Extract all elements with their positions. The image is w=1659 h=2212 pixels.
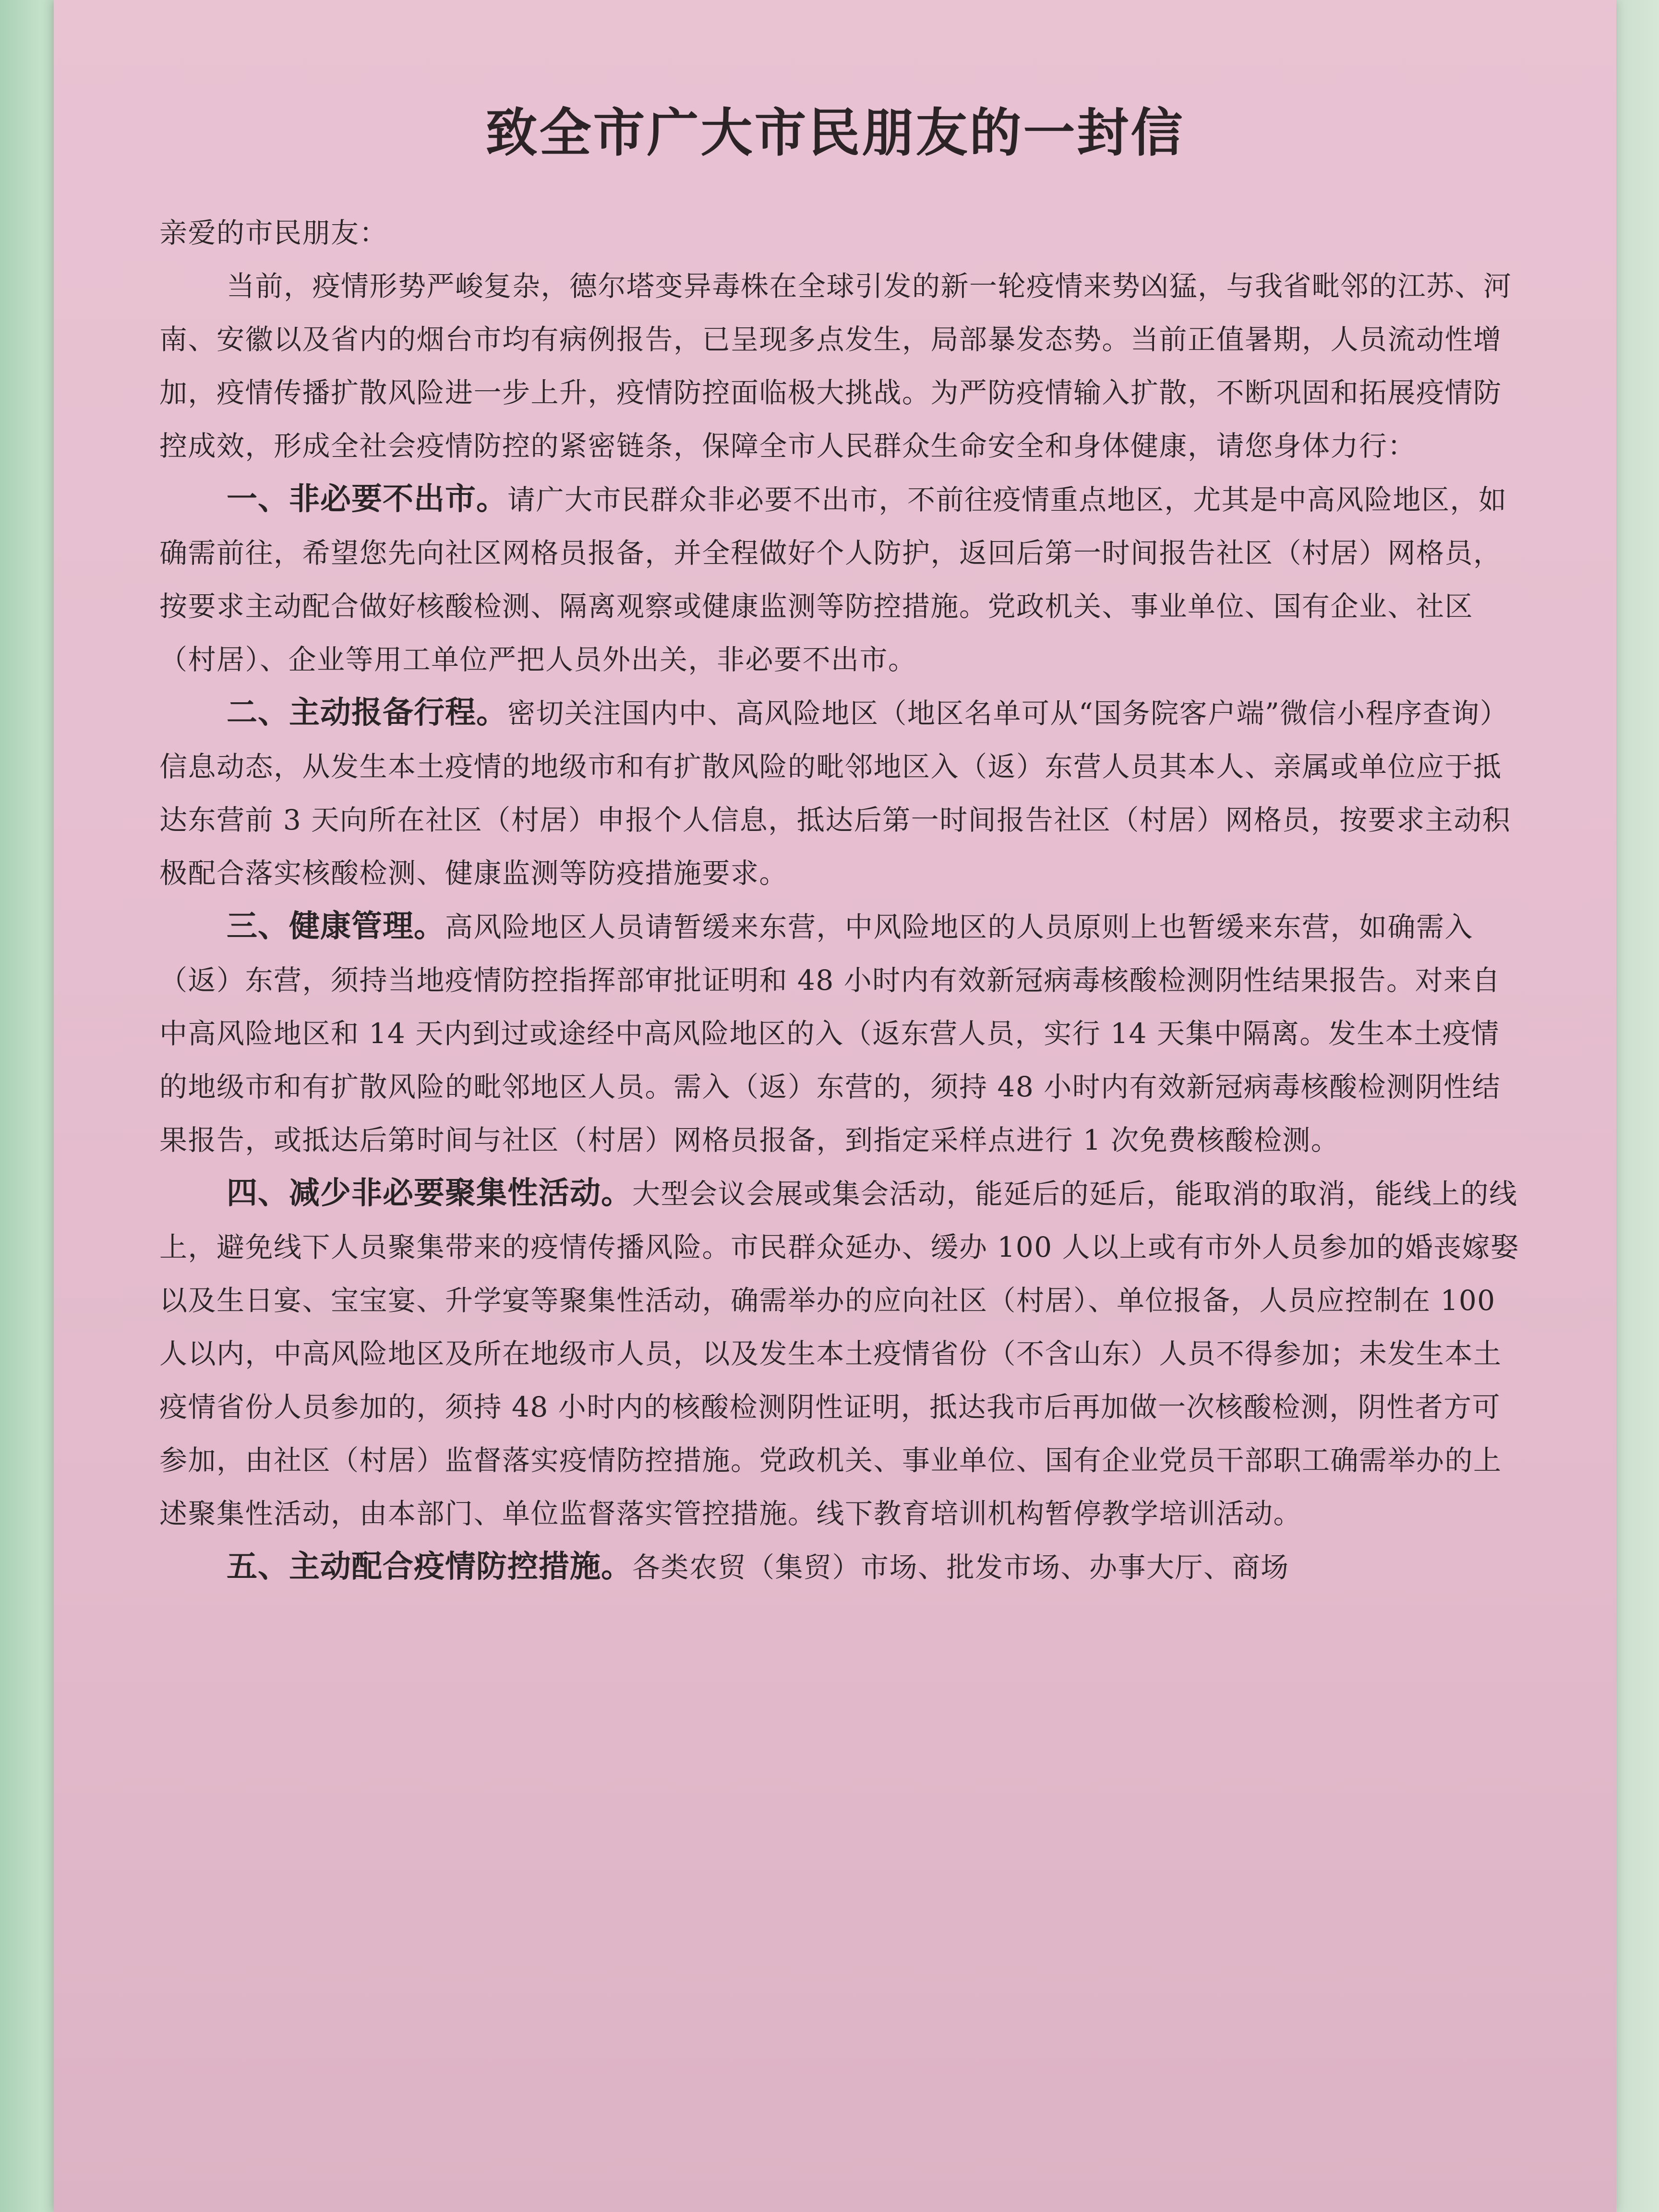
section-4 [159,1167,1523,1540]
section-1-heading: 一、非必要不出市。 [227,481,507,517]
section-1 [159,473,1523,686]
section-4-text: 大型会议会展或集会活动，能延后的延后，能取消的取消，能线上的线上，避免线下人员聚集带来的疫情传播风险。市民群众延办、缓办 100 人以上或有市外人员参加的婚丧嫁娶以及生日宴、宝宝宴、升学宴等聚集性活动，确需举办的应向社区（村居）、单位报备，人员应控制在 100 人以内，中高风险地区及所在地级市人员，以及发生本土疫情省份（不含山东）人员不得参加；未发生本土疫情省份人员参加的，须持 48 小时内的核酸检测阴性证明，抵达我市后再加做一次核酸检测，阴性者方可参加，由社区（村居）监督落实疫情防控措施。党政机关、事业单位、国有企业党员干部职工确需举办的上述聚集性活动，由本部门、单位监督落实管控措施。线下教育培训机构暂停教学培训活动。 [159,1178,1519,1530]
letter-title: 致全市广大市民朋友的一封信 [485,103,1185,163]
salutation: 亲爱的市民朋友： [159,216,388,249]
section-2-heading: 二、主动报备行程。 [227,695,507,731]
intro-paragraph: 当前，疫情形势严峻复杂，德尔塔变异毒株在全球引发的新一轮疫情来势凶猛，与我省毗邻的江苏、河南、安徽以及省内的烟台市均有病例报告，已呈现多点发生，局部暴发态势。当前正值暑期，人员流动性增加，疫情传播扩散风险进一步上升，疫情防控面临极大挑战。为严防疫情输入扩散，不断巩固和拓展疫情防控成效，形成全社会疫情防控的紧密链条，保障全市人民群众生命安全和身体健康，请您身体力行： [159,270,1512,462]
section-3-text: 高风险地区人员请暂缓来东营，中风险地区的人员原则上也暂缓来东营，如确需入（返）东营，须持当地疫情防控指挥部审批证明和 48 小时内有效新冠病毒核酸检测阴性结果报告。对来自中高风险地区和 14 天内到过或途经中高风险地区的入（返东营人员，实行 14 天集中隔离。发生本土疫情的地级市和有扩散风险的毗邻地区人员。需入（返）东营的，须持 48 小时内有效新冠病毒核酸检测阴性结果报告，或抵达后第时间与社区（村居）网格员报备，到指定采样点进行 1 次免费核酸检测。 [159,911,1501,1156]
letter-sheet [54,0,1616,2212]
section-3-heading: 三、健康管理。 [227,909,445,944]
section-4-heading: 四、减少非必要聚集性活动。 [227,1176,632,1211]
section-3 [159,900,1523,1167]
section-1-text: 请广大市民群众非必要不出市，不前往疫情重点地区，尤其是中高风险地区，如确需前往，希望您先向社区网格员报备，并全程做好个人防护，返回后第一时间报告社区（村居）网格员，按要求主动配合做好核酸检测、隔离观察或健康监测等防控措施。党政机关、事业单位、国有企业、社区（村居）、企业等用工单位严把人员外出关，非必要不出市。 [159,483,1507,676]
section-5 [159,1540,1523,1594]
section-5-text: 各类农贸（集贸）市场、批发市场、办事大厅、商场 [632,1551,1289,1584]
section-2-text: 密切关注国内中、高风险地区（地区名单可从“国务院客户端”微信小程序查询）信息动态，从发生本土疫情的地级市和有扩散风险的毗邻地区入（返）东营人员其本人、亲属或单位应于抵达东营前 3 天向所在社区（村居）申报个人信息，抵达后第一时间报告社区（村居）网格员，按要求主动积极配合落实核酸检测、健康监测等防疫措施要求。 [159,697,1511,890]
section-2 [159,686,1523,900]
letter-body [159,206,1523,1594]
section-5-heading: 五、主动配合疫情防控措施。 [227,1549,632,1585]
